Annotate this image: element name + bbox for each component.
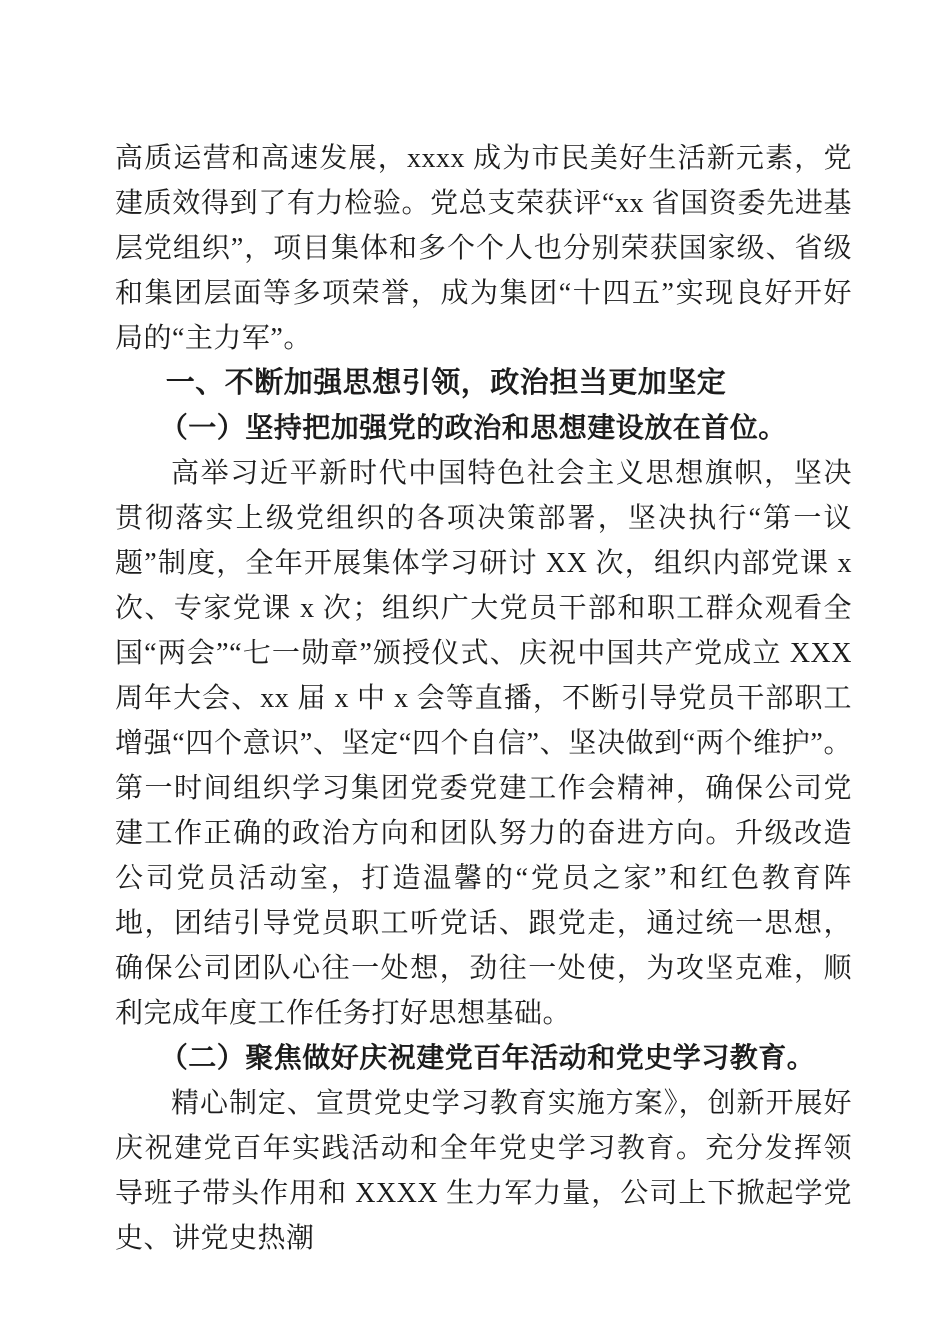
subsection-heading-2: （二）聚焦做好庆祝建党百年活动和党史学习教育。: [159, 1043, 816, 1074]
paragraph-body: 高举习近平新时代中国特色社会主义思想旗帜，坚决贯彻落实上级党组织的各项决策部署，坚决执行“第一议题”制度，全年开展集体学习研讨 XX 次，组织内部党课 x 次、专家党课 x 次；组织广大党员干部和职工群众观看全国“两会”“七一勋章”颁授仪式、庆祝中国共产党成立 XXX 周年大会、xx 届 x 中 x 会等直播，不断引导党员干部职工增强“四个意识”、坚定“四个自信”、坚决做到“两个维护”。第一时间组织学习集团党委党建工作会精神，确保公司党建工作正确的政治方向和团队努力的奋进方向。升级改造公司党员活动室，打造温馨的“党员之家”和红色教育阵地，团结引导党员职工听党话、跟党走，通过统一思想，确保公司团队心往一处想，劲往一处使，为攻坚克难，顺利完成年度工作任务打好思想基础。: [115, 458, 852, 1029]
document-content: [115, 136, 852, 1261]
subsection-heading-1: （一）坚持把加强党的政治和思想建设放在首位。: [159, 413, 787, 444]
paragraph-body: 精心制定、宣贯党史学习教育实施方案》，创新开展好庆祝建党百年实践活动和全年党史学习教育。充分发挥领导班子带头作用和 XXXX 生力军力量，公司上下掀起学党史、讲党史热潮: [115, 1088, 852, 1254]
section-heading: 一、不断加强思想引领，政治担当更加坚定: [165, 367, 727, 399]
paragraph-continuation: 高质运营和高速发展，xxxx 成为市民美好生活新元素，党建质效得到了有力检验。党总支荣获评“xx 省国资委先进基层党组织”，项目集体和多个个人也分别荣获国家级、省级和集团层面等多项荣誉，成为集团“十四五”实现良好开好局的“主力军”。: [115, 143, 852, 354]
